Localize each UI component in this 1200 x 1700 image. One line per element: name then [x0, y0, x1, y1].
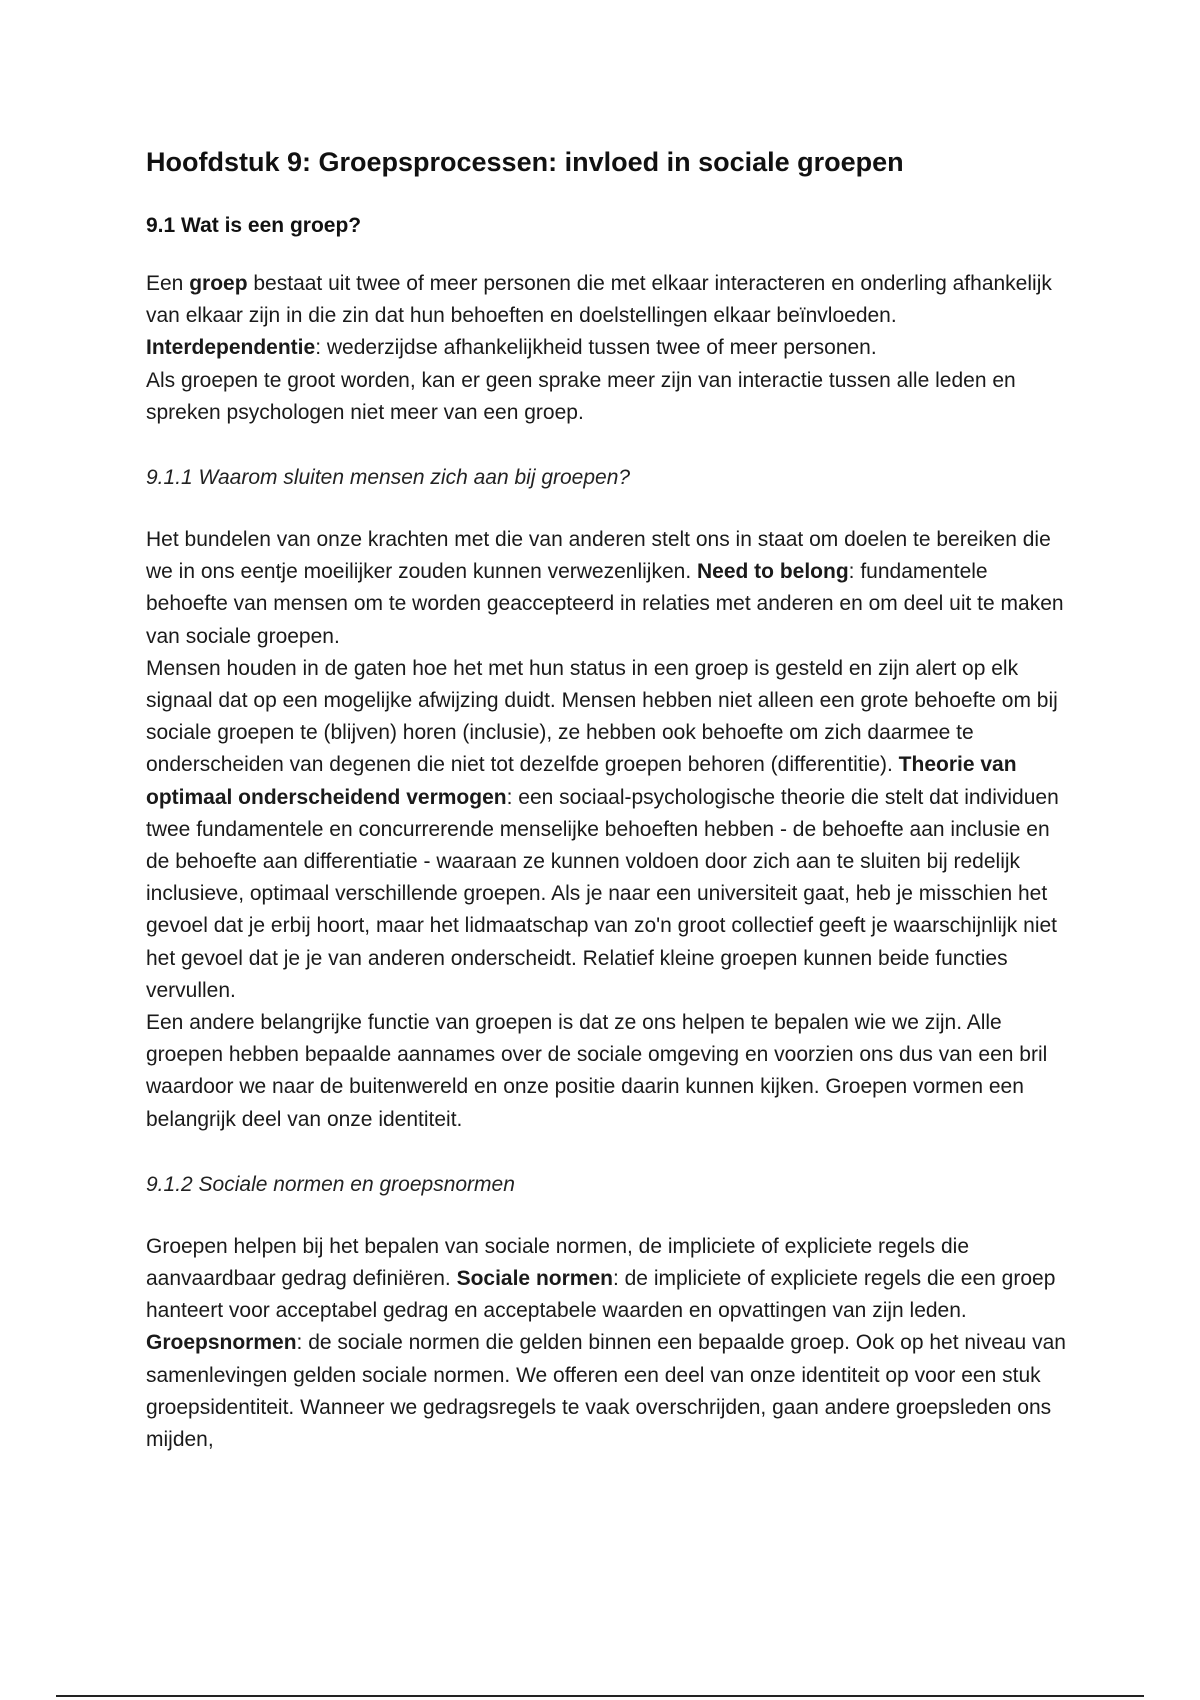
bold-term: groep [189, 272, 248, 295]
text-run: Het bundelen van onze krachten met die van anderen stelt ons in staat om doelen te bereiken die we in ons eentje moeilijker zouden kunnen verwezenlijken. [146, 528, 1051, 584]
text-run: Een [146, 272, 190, 295]
paragraph: Als groepen te groot worden, kan er geen sprake meer zijn van interactie tussen alle leden en spreken psychologen niet meer van een groep. [146, 368, 1016, 424]
text-run: Groepen helpen bij het bepalen van sociale normen, de impliciete of expliciete regels die aanvaardbaar gedrag definiëren. [146, 1234, 970, 1291]
text-run: bestaat uit twee of meer personen die met elkaar interacteren en onderling afhankelijk van elkaar zijn in die zin dat hun behoeften en doelstellingen elkaar beïnvloeden. [146, 272, 1052, 328]
chapter-title: Hoofdstuk 9: Groepsprocessen: invloed in sociale groepen [146, 147, 904, 177]
text-run: : de sociale normen die gelden binnen een bepaalde groep. Ook op het niveau van samenlevingen gelden sociale normen. We offeren een deel van onze identiteit op voor een stuk groepsidentiteit. Wanneer we gedragsregels te vaak overschrijden, gaan andere groepsleden ons mijden, [146, 1331, 1066, 1452]
paragraph [146, 653, 1066, 1007]
bold-term: Interdependentie [146, 336, 316, 360]
paragraph [146, 1231, 1066, 1456]
bold-term: Need to belong [696, 560, 849, 584]
page-bottom-rule [56, 1695, 1144, 1697]
paragraph [146, 268, 1066, 365]
subsection-heading-9-1-1: 9.1.1 Waarom sluiten mensen zich aan bij groepen? [146, 466, 631, 490]
text-run: Mensen houden in de gaten hoe het met hun status in een groep is gesteld en zijn alert op elk signaal dat op een mogelijke afwijzing duidt. Mensen hebben niet alleen een grote behoefte om bij sociale groepen te (blijven) horen (inclusie), ze hebben ook behoefte om zich daarmee te onderscheiden van degenen die niet tot dezelfde groepen behoren (differentitie). [146, 656, 1058, 777]
bold-term: Theorie van optimaal onderscheidend vermogen [146, 753, 1017, 809]
document-page [146, 140, 1066, 1456]
text-run: : wederzijdse afhankelijkheid tussen twee of meer personen. [315, 336, 877, 360]
text-run: : fundamentele behoefte van mensen om te worden geaccepteerd in relaties met anderen en om deel uit te maken van sociale groepen. [146, 560, 1064, 648]
subsection-heading-9-1-2: 9.1.2 Sociale normen en groepsnormen [146, 1172, 515, 1196]
paragraph: Een andere belangrijke functie van groepen is dat ze ons helpen te bepalen wie we zijn. Alle groepen hebben bepaalde aannames over de sociale omgeving en voorzien ons dus van een bril waardoor we naar de buitenwereld en onze positie daarin kunnen kijken. Groepen vormen een belangrijk deel van onze identiteit. [146, 1011, 1048, 1131]
text-run: : de impliciete of expliciete regels die een groep hanteert voor acceptabel gedrag en acceptabele waarden en opvattingen van zijn leden. [146, 1267, 1056, 1323]
section-heading-9-1: 9.1 Wat is een groep? [146, 214, 362, 237]
bold-term: Groepsnormen [146, 1331, 297, 1355]
text-run: : een sociaal-psychologische theorie die stelt dat individuen twee fundamentele en concurrerende menselijke behoeften hebben - de behoefte aan inclusie en de behoefte aan differentiatie - waaraan ze kunnen voldoen door zich aan te sluiten bij redelijk inclusieve, optimaal verschillende groepen. Als je naar een universiteit gaat, heb je misschien het gevoel dat je erbij hoort, maar het lidmaatschap van zo'n groot collectief geeft je waarschijnlijk niet het gevoel dat je je van anderen onderscheidt. Relatief kleine groepen kunnen beide functies vervullen. [146, 785, 1059, 1002]
bold-term: Sociale normen [456, 1267, 613, 1291]
paragraph [146, 524, 1066, 653]
